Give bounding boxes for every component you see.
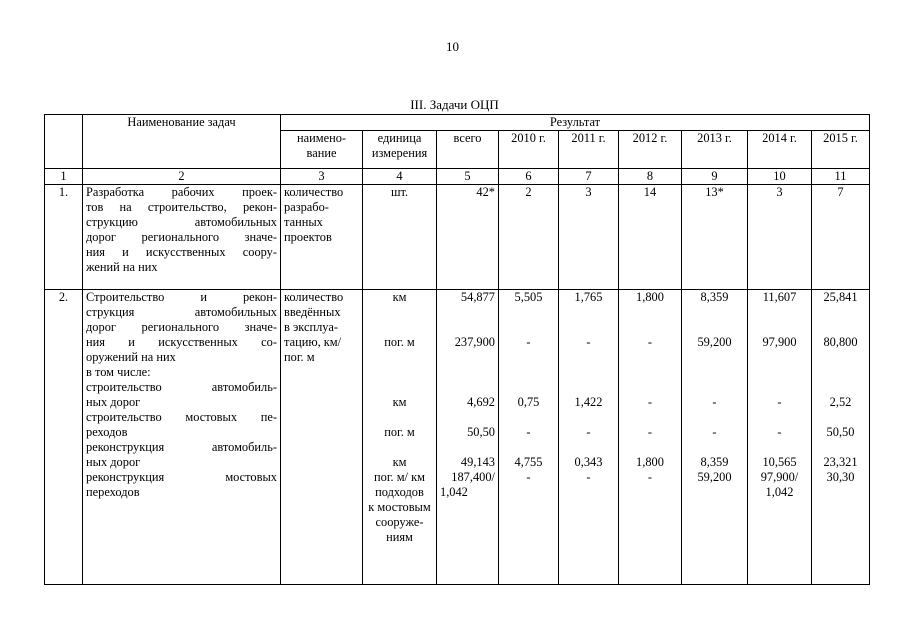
text-line: к мостовым [368, 500, 431, 514]
text-line: 10,565 [762, 455, 797, 469]
text-line: пог. м [284, 350, 315, 364]
text-line: - [526, 470, 531, 484]
column-number: 11 [812, 169, 870, 185]
year-2010-cell [499, 290, 559, 585]
text-line: 59,200 [697, 470, 732, 484]
text-line: 4,755 [514, 455, 543, 469]
header-total: всего [437, 131, 499, 169]
text-line: 1,800 [636, 290, 664, 304]
text-line: разрабо- [284, 200, 329, 214]
text-line: тов на строительство, рекон- [86, 200, 277, 214]
column-number: 8 [619, 169, 682, 185]
text-line: - [526, 425, 531, 439]
text-line: струкция автомобильных [86, 305, 277, 319]
column-number: 4 [363, 169, 437, 185]
column-number: 7 [559, 169, 619, 185]
text-line: км [392, 395, 407, 409]
text-line: км [392, 290, 407, 304]
text-line: количество [284, 185, 344, 199]
year-2013-cell [682, 290, 748, 585]
indicator-cell [281, 290, 363, 585]
task-name-cell [83, 185, 281, 290]
text-line: 8,359 [700, 290, 729, 304]
text-line: - [777, 425, 782, 439]
text-line: - [647, 425, 653, 439]
year-2012-cell [619, 290, 682, 585]
text-line: 23,321 [823, 455, 858, 469]
text-line: 50,50 [467, 425, 495, 439]
total-cell: 42* [437, 185, 499, 290]
text-line: танных [284, 215, 323, 229]
text-line: Разработка рабочих проек- [86, 185, 277, 199]
text-line: реконструкция мостовых [86, 470, 277, 484]
text-line: - [647, 470, 653, 484]
text-line: жений на них [86, 260, 158, 274]
text-line: - [777, 395, 782, 409]
row-number: 2. [45, 290, 83, 585]
year-2015-cell [812, 290, 870, 585]
text-line: сооруже- [375, 515, 424, 529]
header-result: Результат [281, 115, 870, 131]
text-line: 1,422 [574, 395, 603, 409]
text-line: введённых [284, 305, 341, 319]
year-2011-cell: 3 [559, 185, 619, 290]
text-line: 2,52 [829, 395, 852, 409]
text-line: 0,75 [517, 395, 540, 409]
tasks-table [44, 114, 870, 585]
text-line: подходов [375, 485, 424, 499]
header-num-cell [45, 115, 83, 169]
text-line: струкцию автомобильных [86, 215, 277, 229]
text-line: ния и искусственных со- [86, 335, 277, 349]
header-unit: единица измерения [363, 131, 437, 169]
page-number: 10 [446, 39, 459, 54]
text-line: - [586, 335, 591, 349]
text-line: - [526, 335, 531, 349]
text-line: 8,359 [700, 455, 729, 469]
text-line: - [647, 335, 653, 349]
text-line: дорог регионального значе- [86, 320, 277, 334]
unit-cell [363, 290, 437, 585]
section-title: III. Задачи ОЦП [410, 97, 499, 112]
text-line: Строительство и рекон- [86, 290, 277, 304]
text-line: 1,800 [636, 455, 664, 469]
column-number: 3 [281, 169, 363, 185]
indicator-cell [281, 185, 363, 290]
text-line: - [586, 425, 591, 439]
text-line: 97,900 [762, 335, 797, 349]
text-line: 11,607 [762, 290, 797, 304]
text-line: 237,900 [454, 335, 495, 349]
text-line: строительство мостовых пе- [86, 410, 277, 424]
header-year-2014: 2014 г. [748, 131, 812, 169]
text-line: в том числе: [86, 365, 151, 379]
text-line: ния и искусственных соору- [86, 245, 277, 259]
text-line: 1,042 [440, 485, 468, 499]
text-line: оружений на них [86, 350, 176, 364]
header-year-2011: 2011 г. [559, 131, 619, 169]
year-2014-cell [748, 290, 812, 585]
header-year-2010: 2010 г. [499, 131, 559, 169]
text-line: переходов [86, 485, 140, 499]
text-line: дорог регионального значе- [86, 230, 277, 244]
text-line: км [392, 455, 407, 469]
text-line: 80,800 [823, 335, 858, 349]
column-number: 2 [83, 169, 281, 185]
total-cell [437, 290, 499, 585]
column-number: 6 [499, 169, 559, 185]
text-line: ниям [386, 530, 413, 544]
text-line: 97,900/ [760, 470, 799, 484]
text-line: ных дорог [86, 455, 141, 469]
task-name-cell [83, 290, 281, 585]
text-line: пог. м [384, 335, 415, 349]
text-line: строительство автомобиль- [86, 380, 277, 394]
text-line: тацию, км/ [284, 335, 342, 349]
text-line: 187,400/ [451, 470, 495, 484]
row-number: 1. [45, 185, 83, 290]
text-line: 4,692 [467, 395, 495, 409]
text-line: 50,50 [826, 425, 855, 439]
year-2013-cell: 13* [682, 185, 748, 290]
text-line: 49,143 [460, 455, 495, 469]
column-number: 1 [45, 169, 83, 185]
text-line: - [647, 395, 653, 409]
year-2010-cell: 2 [499, 185, 559, 290]
text-line: количество [284, 290, 344, 304]
text-line: - [586, 470, 591, 484]
text-line: - [712, 425, 717, 439]
text-line: 1,765 [574, 290, 603, 304]
text-line: 5,505 [514, 290, 543, 304]
text-line: 59,200 [697, 335, 732, 349]
header-year-2015: 2015 г. [812, 131, 870, 169]
text-line: 0,343 [574, 455, 603, 469]
year-2011-cell [559, 290, 619, 585]
column-number: 10 [748, 169, 812, 185]
year-2014-cell: 3 [748, 185, 812, 290]
year-2015-cell: 7 [812, 185, 870, 290]
header-task-name: Наименование задач [83, 115, 281, 169]
text-line: в эксплуа- [284, 320, 338, 334]
text-line: 54,877 [460, 290, 495, 304]
text-line: пог. м [384, 425, 415, 439]
column-number: 5 [437, 169, 499, 185]
year-2012-cell: 14 [619, 185, 682, 290]
text-line: ных дорог [86, 395, 141, 409]
column-number: 9 [682, 169, 748, 185]
text-line: 25,841 [823, 290, 858, 304]
text-line: реходов [86, 425, 128, 439]
unit-cell: шт. [363, 185, 437, 290]
header-indicator: наимено-вание [281, 131, 363, 169]
header-year-2013: 2013 г. [682, 131, 748, 169]
text-line: 1,042 [765, 485, 794, 499]
text-line: проектов [284, 230, 332, 244]
text-line: пог. м/ км [374, 470, 425, 484]
header-year-2012: 2012 г. [619, 131, 682, 169]
text-line: реконструкция автомобиль- [86, 440, 277, 454]
text-line: 30,30 [826, 470, 855, 484]
text-line: - [712, 395, 717, 409]
